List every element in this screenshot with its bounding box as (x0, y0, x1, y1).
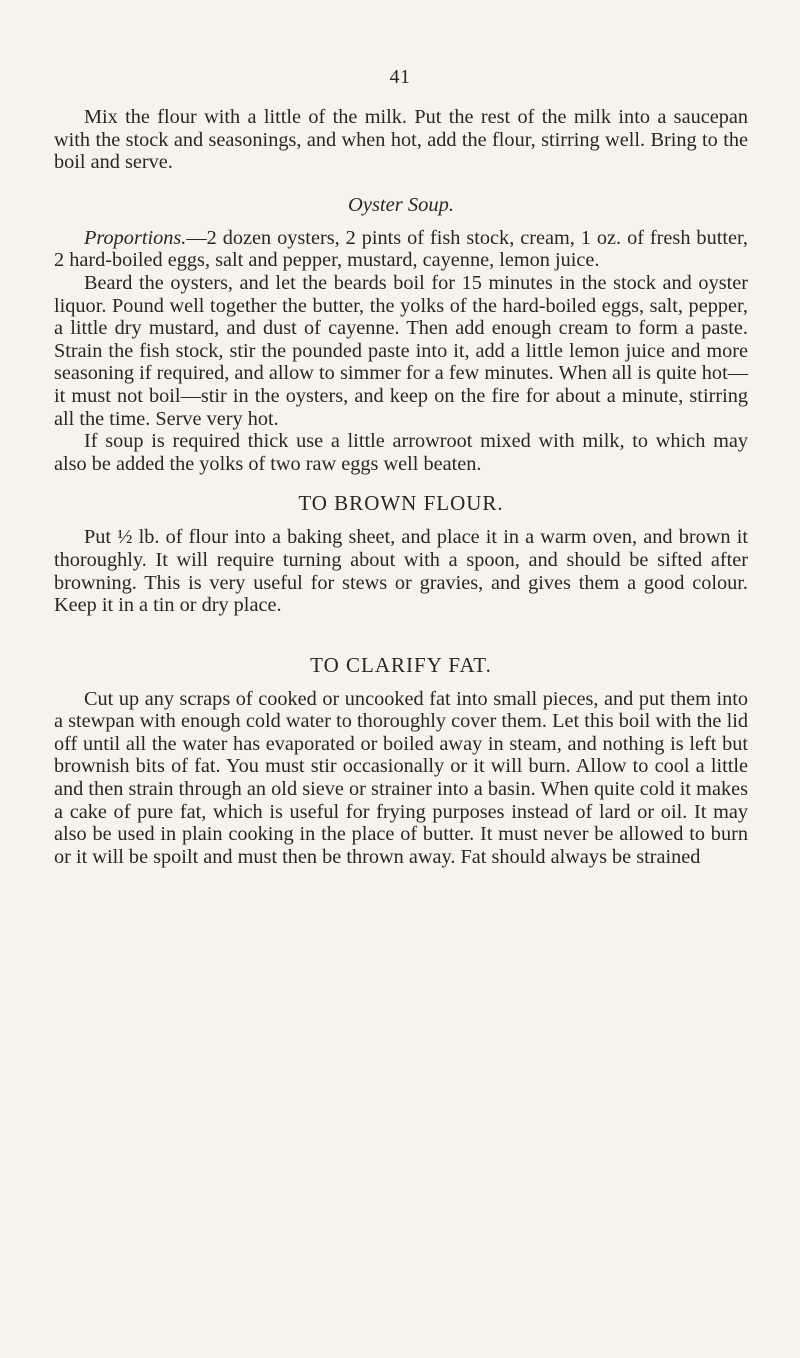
page-number: 41 (389, 66, 411, 88)
brown-flour-text: Put ½ lb. of flour into a baking sheet, and place it in a warm oven, and brown it thoroughly. It will require turning about with a spoon, and should be sifted after browning. This is very useful for stews or gravies, and gives them a good colour. Keep it in a tin or dry place. (54, 526, 748, 617)
oyster-soup-thickening-note: If soup is required thick use a little arrowroot mixed with milk, to which may also be added the yolks of two raw eggs well beaten. (54, 430, 748, 475)
brown-flour-heading: TO BROWN FLOUR. (298, 491, 504, 516)
intro-paragraph: Mix the flour with a little of the milk. Put the rest of the milk into a saucepan with the stock and seasonings, and when hot, add the flour, stirring well. Bring to the boil and serve. (54, 106, 748, 174)
clarify-fat-heading: TO CLARIFY FAT. (310, 652, 492, 677)
oyster-soup-heading: Oyster Soup. (348, 193, 454, 216)
page-content (54, 106, 748, 868)
oyster-soup-proportions (54, 227, 748, 272)
oyster-soup-method: Beard the oysters, and let the beards boil for 15 minutes in the stock and oyster liquor. Pound well together the butter, the yolks of the hard-boiled eggs, salt, pepper, a little dry mustard, and dust of cayenne. Then add enough cream to form a paste. Strain the fish stock, stir the pounded paste into it, add a little lemon juice and more seasoning if required, and allow to simmer for a few minutes. When all is quite hot—it must not boil—stir in the oysters, and keep on the fire for about a minute, stirring all the time. Serve very hot. (54, 271, 748, 430)
proportions-text: —2 dozen oysters, 2 pints of fish stock, cream, 1 oz. of fresh butter, 2 hard-boiled eggs, salt and pepper, mustard, cayenne, lemon juice. (54, 226, 748, 272)
clarify-fat-text: Cut up any scraps of cooked or uncooked fat into small pieces, and put them into a stewpan with enough cold water to thoroughly cover them. Let this boil with the lid off until all the water has evaporated or boiled away in steam, and nothing is left but brownish bits of fat. You must stir occasionally or it will burn. Allow to cool a little and then strain through an old sieve or strainer into a basin. When quite cold it makes a cake of pure fat, which is useful for frying purposes instead of lard or oil. It may also be used in plain cooking in the place of butter. It must never be allowed to burn or it will be spoilt and must then be thrown away. Fat should always be strained (54, 687, 748, 868)
proportions-label: Proportions. (84, 226, 187, 249)
